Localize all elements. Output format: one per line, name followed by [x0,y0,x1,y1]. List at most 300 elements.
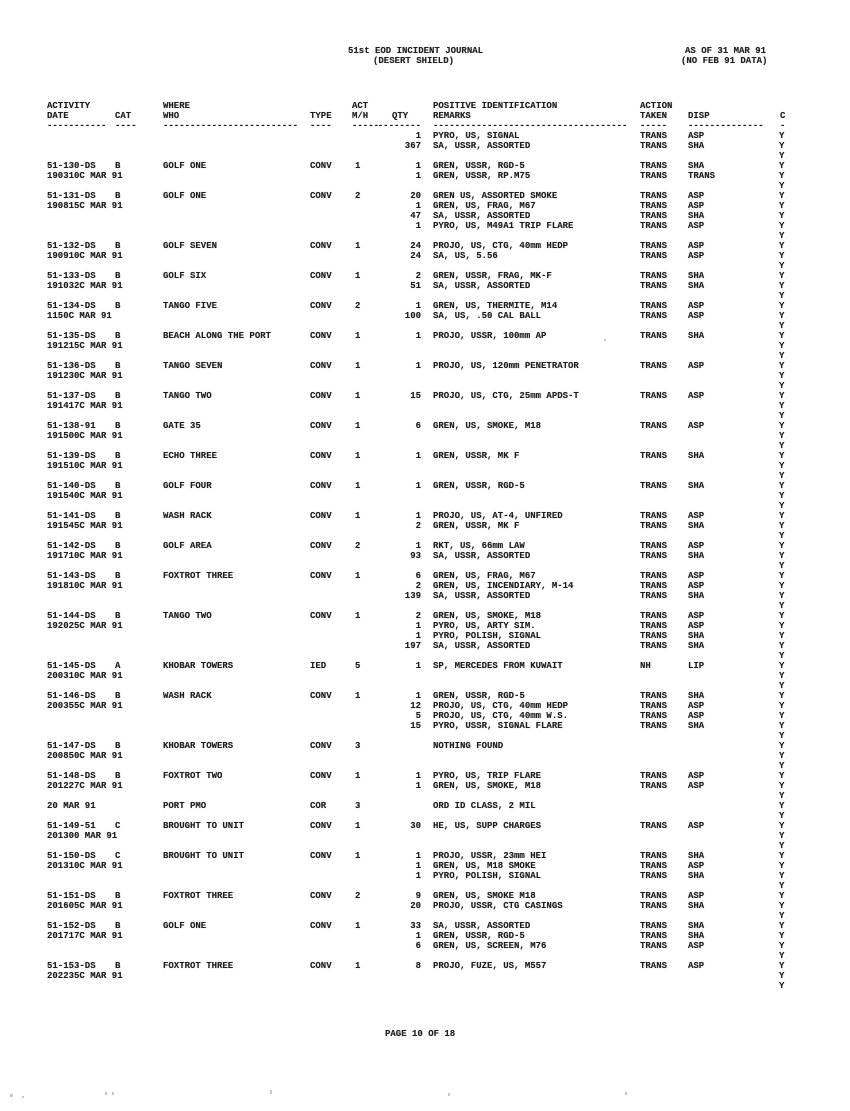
cell-type: COR [310,801,327,811]
cell-disp: SHA [688,211,705,221]
cell-qty: 93 [410,551,421,561]
journal-line [0,131,850,141]
column-header-underline-row [0,121,850,131]
cell-remarks: PROJO, US, 120mm PENETRATOR [433,361,579,371]
cell-taken: TRANS [640,451,668,461]
cell-disp: ASP [688,621,705,631]
cell-c: Y [779,181,785,191]
cell-remarks: GREN, USSR, RGD-5 [433,691,525,701]
cell-c: Y [779,651,785,661]
cell-disp: SHA [688,521,705,531]
cell-type: CONV [310,771,332,781]
cell-disp: ASP [688,251,705,261]
cell-activity: 200310C MAR 91 [47,671,123,681]
cell-remarks: GREN, USSR, RGD-5 [433,481,525,491]
cell-qty: 1 [415,161,421,171]
journal-line [0,631,850,641]
cell-qty: 1 [415,201,421,211]
cell-c: Y [779,841,785,851]
journal-line [0,861,850,871]
cell-disp: ASP [688,131,705,141]
cell-taken: TRANS [640,721,668,731]
cell-c: Y [779,161,785,171]
cell-c: Y [779,701,785,711]
cell-qty: 1 [415,781,421,791]
journal-line [0,401,850,411]
journal-line [0,741,850,751]
cell-remarks: PYRO, US, ARTY SIM. [433,621,536,631]
col-header-qty: QTY [392,111,409,121]
cell-cat: B [115,271,121,281]
cell-c: Y [779,251,785,261]
cell-qty: 2 [415,611,421,621]
cell-disp: ASP [688,701,705,711]
journal-line [0,441,850,451]
cell-c: Y [779,421,785,431]
cell-mh: 1 [355,271,361,281]
cell-c: Y [779,311,785,321]
cell-cat: B [115,241,121,251]
cell-who: FOXTROT THREE [163,961,234,971]
journal-line [0,361,850,371]
cell-type: CONV [310,611,332,621]
cell-c: Y [779,781,785,791]
cell-remarks: SA, USSR, ASSORTED [433,591,531,601]
cell-c: Y [779,801,785,811]
journal-line [0,311,850,321]
journal-line [0,891,850,901]
journal-line [0,151,850,161]
cell-remarks: GREN, USSR, MK F [433,521,520,531]
cell-disp: SHA [688,271,705,281]
data-note: (NO FEB 91 DATA) [681,56,768,66]
scan-speckle [270,1090,272,1094]
cell-c: Y [779,931,785,941]
cell-cat: B [115,451,121,461]
cell-qty: 1 [415,871,421,881]
journal-line [0,371,850,381]
cell-remarks: GREN, US, SMOKE M18 [433,891,536,901]
cell-activity: 51-141-DS [47,511,96,521]
column-header-row-1 [0,101,850,111]
cell-disp: SHA [688,901,705,911]
cell-remarks: PROJO, US, CTG, 40mm W.S. [433,711,569,721]
cell-disp: SHA [688,921,705,931]
cell-cat: B [115,611,121,621]
journal-line [0,191,850,201]
journal-line [0,681,850,691]
cell-remarks: PROJO, USSR, 23mm HEI [433,851,547,861]
journal-line [0,201,850,211]
cell-remarks: GREN, US, FRAG, M67 [433,571,536,581]
cell-activity: 191417C MAR 91 [47,401,123,411]
journal-line [0,531,850,541]
cell-mh: 1 [355,451,361,461]
cell-c: Y [779,231,785,241]
cell-who: GOLF ONE [163,191,207,201]
cell-type: CONV [310,541,332,551]
cell-activity: 191540C MAR 91 [47,491,123,501]
cell-qty: 1 [415,931,421,941]
cell-disp: SHA [688,931,705,941]
cell-remarks: GREN, US, SMOKE, M18 [433,421,542,431]
cell-c: Y [779,761,785,771]
cell-qty: 197 [404,641,421,651]
cell-type: CONV [310,511,332,521]
cell-type: CONV [310,241,332,251]
cell-taken: TRANS [640,691,668,701]
cell-taken: TRANS [640,551,668,561]
cell-activity: 191510C MAR 91 [47,461,123,471]
cell-activity: 51-147-DS [47,741,96,751]
cell-taken: TRANS [640,271,668,281]
cell-taken: TRANS [640,861,668,871]
cell-type: CONV [310,421,332,431]
journal-line [0,671,850,681]
cell-remarks: GREN, US, SMOKE, M18 [433,611,542,621]
journal-line [0,821,850,831]
cell-activity: 201605C MAR 91 [47,901,123,911]
cell-qty: 51 [410,281,421,291]
journal-line [0,271,850,281]
cell-c: Y [779,631,785,641]
cell-mh: 1 [355,361,361,371]
journal-line [0,561,850,571]
cell-taken: TRANS [640,311,668,321]
cell-c: Y [779,951,785,961]
journal-line [0,921,850,931]
journal-line [0,641,850,651]
cell-disp: ASP [688,541,705,551]
cell-disp: SHA [688,871,705,881]
cell-remarks: PROJO, USSR, 100mm AP [433,331,547,341]
cell-who: GOLF FOUR [163,481,212,491]
cell-disp: SHA [688,331,705,341]
cell-disp: SHA [688,141,705,151]
cell-who: GOLF SEVEN [163,241,218,251]
cell-qty: 33 [410,921,421,931]
cell-activity: 191545C MAR 91 [47,521,123,531]
journal-line [0,911,850,921]
cell-c: Y [779,621,785,631]
cell-qty: 6 [415,421,421,431]
cell-taken: TRANS [640,921,668,931]
journal-line [0,331,850,341]
journal-line [0,701,850,711]
cell-taken: TRANS [640,421,668,431]
cell-taken: TRANS [640,391,668,401]
scan-speckle [10,1094,13,1097]
journal-line [0,231,850,241]
cell-activity: 192025C MAR 91 [47,621,123,631]
cell-disp: ASP [688,391,705,401]
journal-line [0,411,850,421]
cell-c: Y [779,881,785,891]
cell-activity: 191710C MAR 91 [47,551,123,561]
cell-activity: 51-148-DS [47,771,96,781]
cell-cat: B [115,891,121,901]
cell-remarks: GREN, USSR, RP.M75 [433,171,531,181]
cell-qty: 1 [415,541,421,551]
cell-disp: ASP [688,771,705,781]
cell-mh: 1 [355,511,361,521]
cell-c: Y [779,791,785,801]
cell-qty: 1 [415,631,421,641]
journal-line [0,481,850,491]
journal-line [0,341,850,351]
cell-disp: ASP [688,861,705,871]
journal-line [0,291,850,301]
cell-cat: B [115,741,121,751]
journal-line [0,901,850,911]
journal-line [0,881,850,891]
journal-line [0,451,850,461]
cell-mh: 1 [355,161,361,171]
cell-disp: ASP [688,511,705,521]
underline-mh: ----- [352,121,380,131]
cell-c: Y [779,711,785,721]
journal-line [0,731,850,741]
col-header-taken: TAKEN [640,111,668,121]
cell-who: GOLF AREA [163,541,212,551]
cell-c: Y [779,611,785,621]
cell-cat: B [115,691,121,701]
cell-qty: 1 [415,131,421,141]
column-header-row-2 [0,111,850,121]
journal-line [0,171,850,181]
cell-disp: ASP [688,581,705,591]
journal-line [0,691,850,701]
cell-c: Y [779,521,785,531]
journal-line [0,511,850,521]
cell-cat: B [115,421,121,431]
cell-activity: 51-138-91 [47,421,96,431]
cell-activity: 202235C MAR 91 [47,971,123,981]
cell-c: Y [779,411,785,421]
cell-c: Y [779,241,785,251]
cell-activity: 201310C MAR 91 [47,861,123,871]
cell-remarks: PROJO, FUZE, US, M557 [433,961,547,971]
cell-taken: TRANS [640,901,668,911]
cell-mh: 1 [355,421,361,431]
journal-line [0,181,850,191]
cell-activity: 191215C MAR 91 [47,341,123,351]
cell-c: Y [779,571,785,581]
cell-remarks: GREN, USSR, RGD-5 [433,931,525,941]
cell-activity: 51-146-DS [47,691,96,701]
journal-line [0,581,850,591]
cell-taken: TRANS [640,141,668,151]
cell-type: CONV [310,161,332,171]
cell-qty: 367 [404,141,421,151]
cell-who: TANGO SEVEN [163,361,223,371]
journal-line [0,621,850,631]
underline-qty: -------- [377,121,421,131]
cell-c: Y [779,891,785,901]
cell-activity: 200850C MAR 91 [47,751,123,761]
cell-disp: SHA [688,161,705,171]
cell-qty: 1 [415,221,421,231]
cell-qty: 47 [410,211,421,221]
cell-mh: 1 [355,481,361,491]
cell-activity: 51-132-DS [47,241,96,251]
cell-c: Y [779,191,785,201]
cell-taken: TRANS [640,821,668,831]
journal-line [0,851,850,861]
cell-remarks: PYRO, US, SIGNAL [433,131,520,141]
cell-activity: 51-130-DS [47,161,96,171]
cell-taken: NH [640,661,651,671]
cell-qty: 1 [415,171,421,181]
cell-mh: 1 [355,691,361,701]
cell-type: IED [310,661,327,671]
cell-taken: TRANS [640,191,668,201]
cell-cat: B [115,161,121,171]
cell-who: TANGO TWO [163,391,212,401]
cell-disp: LIP [688,661,705,671]
cell-c: Y [779,751,785,761]
cell-remarks: ORD ID CLASS, 2 MIL [433,801,536,811]
page-number: PAGE 10 OF 18 [385,1029,456,1039]
cell-c: Y [779,981,785,991]
cell-c: Y [779,141,785,151]
cell-cat: C [115,821,121,831]
cell-c: Y [779,361,785,371]
cell-qty: 1 [415,851,421,861]
cell-remarks: PYRO, USSR, SIGNAL FLARE [433,721,563,731]
document-subtitle: (DESERT SHIELD) [373,56,455,66]
underline-who: ------------------------- [163,121,299,131]
cell-disp: TRANS [688,171,716,181]
cell-disp: ASP [688,941,705,951]
cell-qty: 139 [404,591,421,601]
cell-taken: TRANS [640,581,668,591]
cell-taken: TRANS [640,331,668,341]
journal-line [0,571,850,581]
cell-taken: TRANS [640,481,668,491]
underline-type: ---- [310,121,332,131]
cell-who: PORT PMO [163,801,207,811]
cell-remarks: SA, USSR, ASSORTED [433,551,531,561]
cell-mh: 1 [355,391,361,401]
cell-remarks: SA, USSR, ASSORTED [433,921,531,931]
cell-activity: 191810C MAR 91 [47,581,123,591]
cell-type: CONV [310,851,332,861]
cell-qty: 20 [410,191,421,201]
cell-disp: ASP [688,191,705,201]
cell-qty: 6 [415,571,421,581]
cell-c: Y [779,691,785,701]
cell-who: KHOBAR TOWERS [163,741,234,751]
cell-taken: TRANS [640,631,668,641]
cell-disp: SHA [688,591,705,601]
cell-remarks: PROJO, US, CTG, 25mm APDS-T [433,391,579,401]
cell-taken: TRANS [640,871,668,881]
cell-activity: 51-135-DS [47,331,96,341]
cell-mh: 1 [355,771,361,781]
cell-c: Y [779,351,785,361]
cell-remarks: GREN, US, FRAG, M67 [433,201,536,211]
journal-line [0,771,850,781]
journal-line [0,811,850,821]
cell-c: Y [779,401,785,411]
cell-disp: SHA [688,721,705,731]
cell-c: Y [779,391,785,401]
cell-activity: 201300 MAR 91 [47,831,118,841]
cell-disp: SHA [688,281,705,291]
cell-who: BROUGHT TO UNIT [163,851,245,861]
cell-qty: 15 [410,391,421,401]
cell-disp: ASP [688,821,705,831]
cell-taken: TRANS [640,241,668,251]
cell-c: Y [779,321,785,331]
journal-line [0,541,850,551]
cell-taken: TRANS [640,131,668,141]
cell-mh: 3 [355,801,361,811]
cell-taken: TRANS [640,221,668,231]
cell-cat: B [115,191,121,201]
cell-who: TANGO TWO [163,611,212,621]
cell-disp: ASP [688,201,705,211]
cell-qty: 15 [410,721,421,731]
journal-line [0,971,850,981]
cell-type: CONV [310,391,332,401]
cell-activity: 51-139-DS [47,451,96,461]
cell-c: Y [779,461,785,471]
cell-activity: 51-153-DS [47,961,96,971]
underline-date: ----------- [47,121,107,131]
cell-taken: TRANS [640,781,668,791]
cell-taken: TRANS [640,251,668,261]
cell-c: Y [779,921,785,931]
cell-c: Y [779,911,785,921]
cell-qty: 1 [415,361,421,371]
cell-c: Y [779,451,785,461]
cell-remarks: PROJO, US, AT-4, UNFIRED [433,511,563,521]
journal-line [0,491,850,501]
cell-disp: SHA [688,551,705,561]
cell-c: Y [779,601,785,611]
cell-c: Y [779,551,785,561]
scan-speckle [604,339,606,341]
cell-disp: SHA [688,641,705,651]
cell-qty: 100 [404,311,421,321]
cell-c: Y [779,131,785,141]
cell-disp: SHA [688,481,705,491]
journal-line [0,381,850,391]
journal-line [0,761,850,771]
cell-mh: 1 [355,921,361,931]
cell-mh: 2 [355,191,361,201]
cell-remarks: GREN, US, M18 SMOKE [433,861,536,871]
cell-c: Y [779,201,785,211]
cell-taken: TRANS [640,941,668,951]
cell-remarks: PROJO, USSR, CTG CASINGS [433,901,563,911]
journal-line [0,321,850,331]
cell-qty: 9 [415,891,421,901]
as-of-date: AS OF 31 MAR 91 [685,46,767,56]
cell-who: FOXTROT THREE [163,571,234,581]
cell-remarks: GREN, USSR, FRAG, MK-F [433,271,552,281]
document-title: 51st EOD INCIDENT JOURNAL [348,46,484,56]
cell-type: CONV [310,361,332,371]
cell-activity: 1150C MAR 91 [47,311,112,321]
cell-cat: B [115,771,121,781]
cell-mh: 1 [355,331,361,341]
cell-qty: 2 [415,521,421,531]
journal-line [0,931,850,941]
cell-remarks: GREN, USSR, MK F [433,451,520,461]
